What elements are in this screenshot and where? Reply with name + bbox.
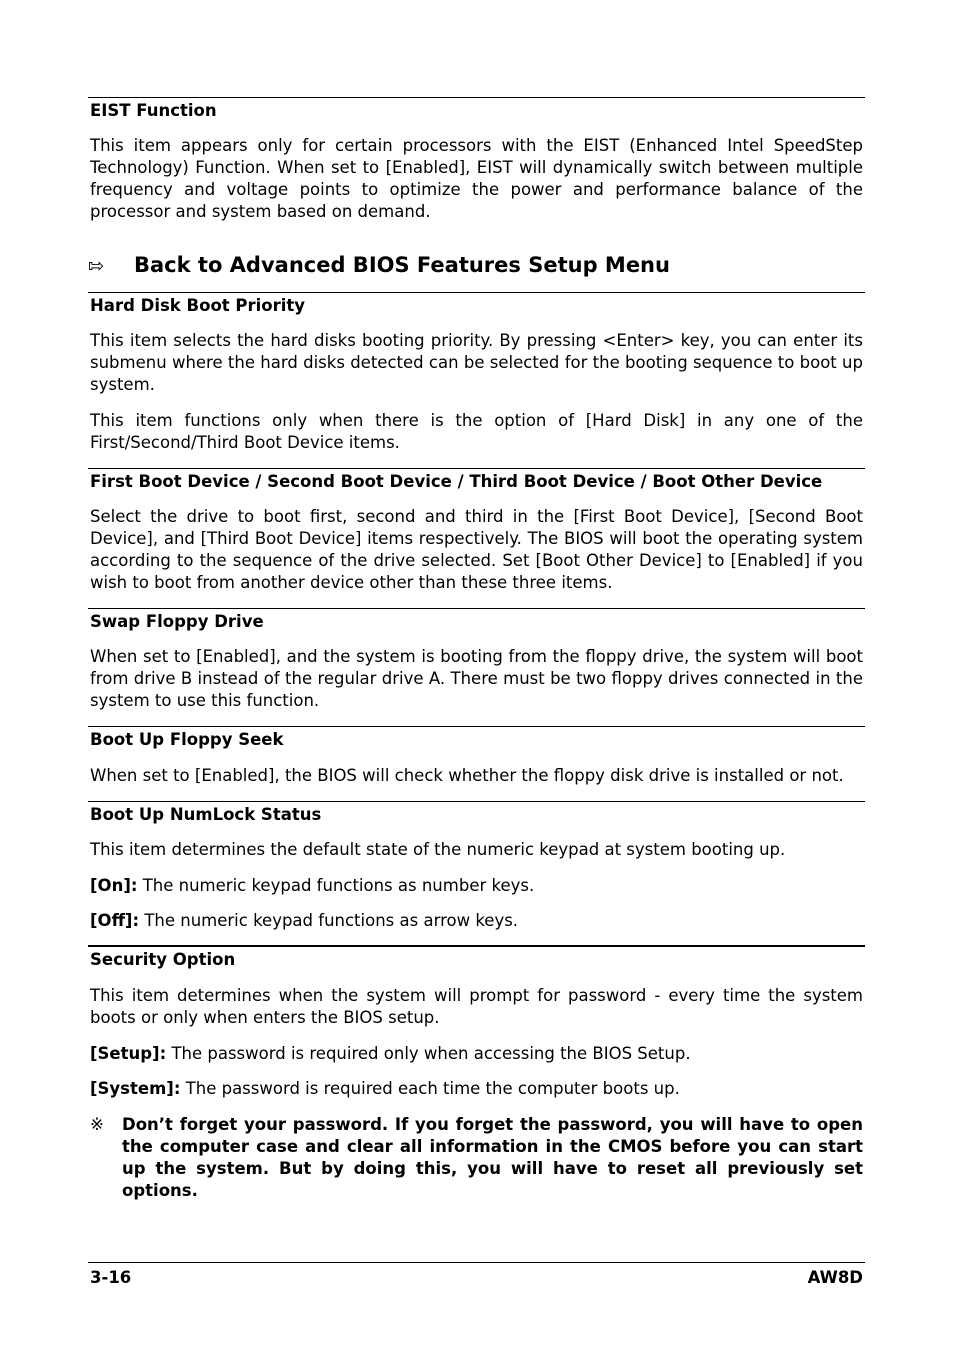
section-divider bbox=[88, 468, 865, 469]
option-text: The numeric keypad functions as arrow keys. bbox=[139, 911, 519, 930]
security-body: This item determines when the system will prompt for password - every time the system boots or only when enters the BIOS setup. bbox=[90, 986, 863, 1027]
reference-mark-icon: ※ bbox=[90, 1115, 104, 1134]
security-setup-option bbox=[90, 1043, 863, 1065]
boot-device-heading: First Boot Device / Second Boot Device / Third Boot Device / Boot Other Device bbox=[90, 472, 823, 491]
eist-body: This item appears only for certain processors with the EIST (Enhanced Intel SpeedStep Technology) Function. When set to [Enabled], EIST will dynamically switch between multiple frequency and voltage points to optimize the power and performance balance of the processor and system based on demand. bbox=[90, 136, 863, 221]
option-text: The password is required only when accessing the BIOS Setup. bbox=[166, 1044, 691, 1063]
hdd-heading: Hard Disk Boot Priority bbox=[90, 296, 306, 315]
option-label: [On]: bbox=[90, 876, 138, 895]
section-divider bbox=[88, 945, 865, 947]
section-divider bbox=[88, 726, 865, 727]
section-divider bbox=[88, 608, 865, 609]
numlock-on-option bbox=[90, 875, 863, 897]
password-warning-note bbox=[90, 1114, 863, 1202]
option-text: The numeric keypad functions as number keys. bbox=[137, 876, 535, 895]
security-heading: Security Option bbox=[90, 950, 236, 969]
hdd-body-1: This item selects the hard disks booting priority. By pressing <Enter> key, you can enter its submenu where the hard disks detected can be selected for the booting sequence to boot up system. bbox=[90, 331, 863, 394]
back-section-title-row bbox=[88, 251, 670, 280]
boot-device-body: Select the drive to boot first, second and third in the [First Boot Device], [Second Boot Device], and [Third Boot Device] items respectively. The BIOS will boot the operating system according to the sequence of the drive selected. Set [Boot Other Device] to [Enabled] if you wish to boot from another device other than these three items. bbox=[90, 507, 863, 592]
numlock-body: This item determines the default state of the numeric keypad at system booting up. bbox=[90, 840, 786, 859]
numlock-heading: Boot Up NumLock Status bbox=[90, 805, 322, 824]
page-number: 3-16 bbox=[90, 1268, 132, 1287]
section-divider bbox=[88, 97, 865, 98]
floppy-seek-heading: Boot Up Floppy Seek bbox=[90, 730, 284, 749]
option-label: [Off]: bbox=[90, 911, 140, 930]
footer-divider bbox=[88, 1262, 865, 1263]
eist-heading: EIST Function bbox=[90, 101, 217, 120]
option-text: The password is required each time the computer boots up. bbox=[180, 1079, 680, 1098]
numlock-off-option bbox=[90, 910, 863, 932]
section-divider bbox=[88, 801, 865, 802]
option-label: [Setup]: bbox=[90, 1044, 167, 1063]
swap-floppy-heading: Swap Floppy Drive bbox=[90, 612, 264, 631]
arrow-icon: ⇰ bbox=[88, 255, 104, 277]
section-divider bbox=[88, 292, 865, 293]
back-section-title: Back to Advanced BIOS Features Setup Menu bbox=[134, 253, 670, 277]
option-label: [System]: bbox=[90, 1079, 181, 1098]
security-system-option bbox=[90, 1078, 863, 1100]
floppy-seek-body: When set to [Enabled], the BIOS will check whether the floppy disk drive is installed or not. bbox=[90, 766, 844, 785]
model-name: AW8D bbox=[807, 1268, 863, 1287]
swap-floppy-body: When set to [Enabled], and the system is booting from the floppy drive, the system will boot from drive B instead of the regular drive A. There must be two floppy drives connected in the system to use this function. bbox=[90, 647, 863, 710]
password-warning-text: Don’t forget your password. If you forget the password, you will have to open the computer case and clear all information in the CMOS before you can start up the system. But by doing this, you will have to reset all previously set options. bbox=[122, 1115, 863, 1200]
hdd-body-2: This item functions only when there is the option of [Hard Disk] in any one of the First/Second/Third Boot Device items. bbox=[90, 411, 863, 452]
